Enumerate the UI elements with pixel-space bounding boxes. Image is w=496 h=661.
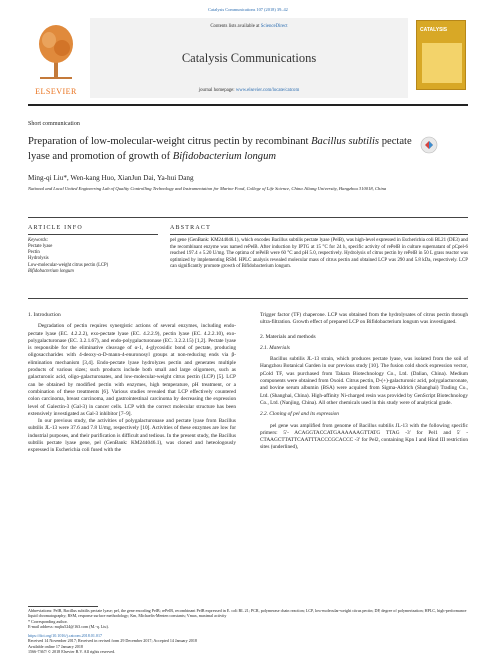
- cover-artwork: [422, 43, 462, 83]
- elsevier-logo[interactable]: [28, 18, 84, 98]
- homepage-line: journal homepage: www.elsevier.com/locate/catcom: [198, 88, 300, 93]
- cloning-paragraph: pel gene was amplified from genome of Bacillus subtilis JL-13 with the following specific primers: 5′- ACAGGTACCATGAAAAAAGTTATG TTAG -3′ for Pel1 and 5′ - CTAAGCTTATTCAATTTACCCGCACCC -3′ for Pel2, containing Kpn I and Hind III restriction sites (underlined),: [260, 422, 468, 451]
- divider: [28, 217, 468, 218]
- issn-copyright: 1566-7367/ © 2018 Elsevier B.V. All rights reserved.: [28, 648, 116, 654]
- publisher-name: ELSEVIER: [35, 87, 77, 96]
- methods-heading: 2. Materials and methods: [260, 333, 316, 340]
- intro-paragraph: In our previous study, the activities of polygalacturonase and pectate lyase from Bacillus subtilis JL-13 were 37.6 and 7.8 U/mg, respectively [10]. Activities of these enzymes are low for industrial purposes, and their purification is difficult and tedious. In the present study, the Bacillus subtilis pectate lyase gene, pel (GenBank: KM244046.1), was cloned and heteologously expressed in Escherichia coli fused with the: [28, 418, 237, 454]
- cloning-subheading: 2.2. Cloning of pel and its expression: [260, 411, 339, 418]
- footnote-rule: [28, 606, 98, 607]
- header-rule: [28, 104, 468, 106]
- intro-continuation: Trigger factor (TF) chaperone. LCP was obtained from the hydrolysates of citrus pectin through ultra-filtration. Growth effect of prepared LCP on Bifidobacterium longum was investigated.: [260, 312, 468, 326]
- author-list[interactable]: Ming-qi Liu*, Wen-kang Huo, XianJun Dai, Ya-hui Dang: [28, 174, 194, 182]
- keyword: Bifidobacterium longum: [28, 268, 74, 274]
- homepage-link[interactable]: www.elsevier.com/locate/catcom: [235, 88, 300, 93]
- keyword: Hydrolysis: [28, 256, 49, 262]
- received-dates: Received 14 November 2017; Received in revised form 29 December 2017; Accepted 14 January 2018: [28, 638, 197, 644]
- article-type: Short communication: [28, 121, 80, 127]
- affiliation: National and Local United Engineering Lab of Quality Controlling Technology and Instrumentation for Marine Food, College of Life Science, China Jiliang University, Hangzhou 310018, China: [28, 186, 387, 191]
- contents-line: Contents lists available at ScienceDirect: [210, 24, 288, 29]
- corresponding-author-note: * Corresponding author.: [28, 618, 68, 624]
- keyword: Pectate lyase: [28, 244, 53, 249]
- journal-cover[interactable]: [416, 20, 466, 90]
- article-info-label: ARTICLE INFO: [28, 225, 83, 231]
- abstract-rule: [170, 234, 468, 235]
- left-column: [28, 312, 236, 455]
- journal-reference[interactable]: Catalysis Communications 107 (2018) 39–42: [208, 7, 288, 12]
- keywords-list: [28, 244, 108, 275]
- masthead: [90, 18, 408, 98]
- introduction-heading: 1. Introduction: [28, 312, 61, 318]
- article-info-rule: [28, 234, 158, 235]
- journal-header: [28, 18, 468, 102]
- intro-paragraph: Degradation of pectin requires synergistic actions of several enzymes, including endo-pectate lyase (EC. 4.2.2.2), exo-pectate lyase (EC. 4.2.2.9), pectin lyase (EC. 4.2.2.10), exo-polygalacturonase (EC. 3.2.1.67), and endo-polygalacturonase (EC. 3.2.2.15) [1,2]. Pectate lyase is responsible for the eliminative cleavage of α-1, 4-glycosidic bond of pectate, producing oligosaccharides with 4-deoxy-α-D-mann-4-enuronosyl groups at non-reducing ends via β-elimination mechanism [3,4]. Endo-pectate lyase hydrolyzes pectin and generates multiple products of various sizes; such products include both small and large oligomers, such as galacturonic acid, oligo-galacturonates, and low-molecular-weight citrus pectin (LCP) [5]. LCP can be obtained by modified pectin with enzymes, high temperature, pH treatment, or a combination of these treatments [6]. Various studies revealed that LCP effectively countered colon carcinoma, breast carcinoma, and gastrointestinal carcinoma by decreasing the expression level of Galectin-3 (Gal-3) in cancer cells. LCP with the correct molecular structure has been extensively investigated as Gal-3 inhibitor [7–9].: [28, 323, 236, 417]
- abbreviations-footnote: Abbreviations: PelB, Bacillus subtilis pectate lyase; pel, the gene encoding PelB; rePelB, recombinant PelB expressed in E. coli BL 21; PCR, polymerase chain reaction; LCP, low-molecular-weight citrus pectin; DP, degree of polymerization; HPLC, high-performance liquid chromatography; RSM, response surface methodology; Km, Michaelis-Menten constants; Vmax, maximal activity: [28, 608, 467, 619]
- article-title: Preparation of low-molecular-weight citrus pectin by recombinant Bacillus subtilis pectate lyase and promotion of growth of Bifidobacterium longum: [28, 136, 412, 162]
- divider: [28, 298, 468, 299]
- article-metadata: [28, 633, 328, 654]
- materials-subheading: 2.1. Materials: [260, 344, 290, 351]
- keywords-heading: Keywords:: [28, 238, 49, 243]
- abstract-label: ABSTRACT: [170, 225, 211, 231]
- abstract-text: pel gene (GenBank: KM244046.1), which encodes Bacillus subtilis pectate lyase (PelB), was high-level expressed in Escherichia coli BL21 (DE3) and the recombinant enzyme was named rePelB. After induction by IPTG at 15 °C for 24 h, specific activity of rePelB in culture supernatant of pCpel-6 reached 197.4 ± 5.20 U/mg. The optima of rePelB were 60 °C and pH 5.0, respectively. Hydrolysis of citrus pectin by rePelB in 50 L grass reactor was optimized by implementing RSM. HPLC analysis revealed molecular mass of citrus pectin and obtained LCP was 290 and 5.8 kDa, respectively. LCP can significantly promote growth of Bifidobacterium longum.: [170, 238, 468, 270]
- crossmark-icon[interactable]: [420, 136, 438, 154]
- keyword: Pectin: [28, 250, 40, 256]
- email-footnote[interactable]: E-mail address: mqliu524@163.com (M.-q. Liu).: [28, 623, 109, 629]
- sciencedirect-link[interactable]: ScienceDirect: [260, 24, 288, 29]
- keyword: Low-molecular-weight citrus pectin (LCP): [28, 262, 109, 268]
- footnotes: [28, 608, 468, 629]
- doi-link[interactable]: https://doi.org/10.1016/j.catcom.2018.01.017: [28, 633, 103, 638]
- cover-title: CATALYSIS: [420, 27, 448, 33]
- tree-icon: [36, 22, 76, 82]
- available-online: Available online 17 January 2018: [28, 643, 83, 649]
- materials-paragraph: Bacillus subtilis JL-13 strain, which produces pectate lyase, was isolated from the soil of Hangzhou Botanical Garden in our previous study [10]. The fusion cold shock expression vector, pCold TF, was purchased from Takara Biotechnology Co., Ltd. (Dalian, China). Medium components were obtained from Oxoid. Citrus pectin, D-(+)-galacturonic acid, polygalacturonate, and bovine serum albumin (BSA) were acquired from Sigma-Aldrich (Shanghai) Trading Co., Ltd. (Shanghai, China). High-affinity Ni-charged resin was provided by GenScript Biotechnology Co., Ltd. (Nanjing, China). All other chemicals used in this study were of analytical grade.: [260, 356, 468, 406]
- right-column: [260, 312, 468, 452]
- journal-title: Catalysis Communications: [181, 51, 317, 65]
